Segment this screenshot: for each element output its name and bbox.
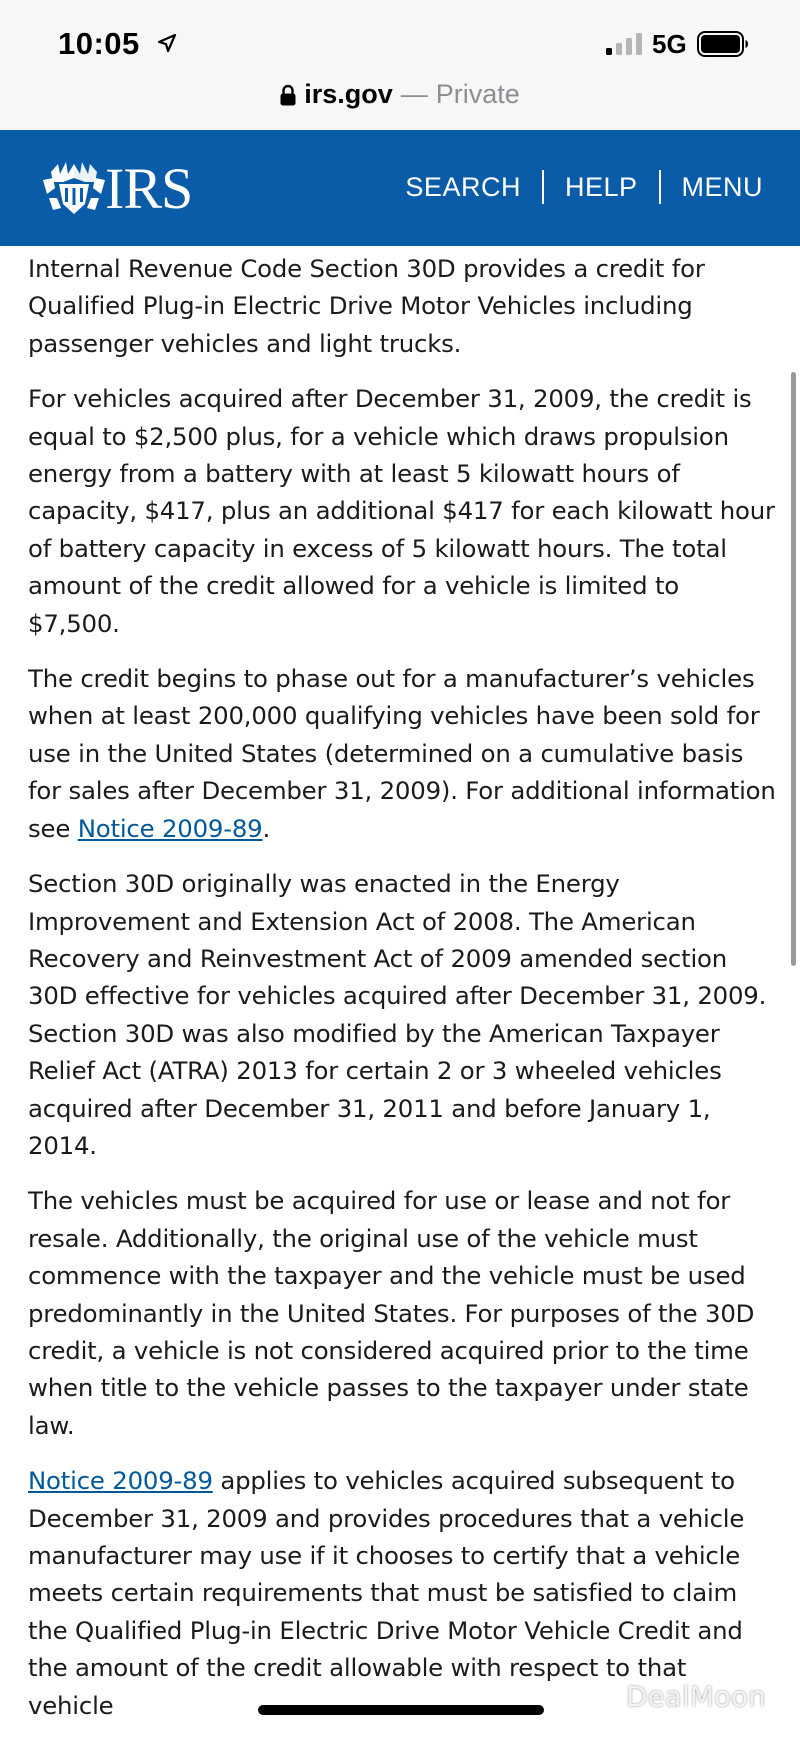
article-body bbox=[28, 250, 776, 1742]
irs-logo-text: IRS bbox=[105, 156, 193, 221]
phase-out-text: The credit begins to phase out for a manufacturer’s vehicles when at least 200,000 qualifying vehicles have been sold for use in the United States (determined on a cumulative basis for sales after December 31, 2009). For additional information see bbox=[28, 664, 776, 843]
home-indicator[interactable] bbox=[258, 1705, 544, 1715]
site-header bbox=[0, 130, 800, 246]
status-bar bbox=[0, 0, 800, 82]
url-bar[interactable] bbox=[0, 76, 800, 130]
nav-divider bbox=[542, 170, 544, 204]
watermark bbox=[590, 1680, 766, 1713]
help-link[interactable]: HELP bbox=[564, 171, 638, 202]
watermark-text: DealMoon bbox=[626, 1680, 766, 1713]
paragraph-acquisition: The vehicles must be acquired for use or lease and not for resale. Additionally, the original use of the vehicle must commence with the taxpayer and the vehicle must be used predominantly in the United States. For purposes of the 30D credit, a vehicle is not considered acquired prior to the time when title to the vehicle passes to the taxpayer under state law. bbox=[28, 1186, 755, 1440]
scrollbar[interactable] bbox=[791, 372, 796, 966]
paragraph-intro: Internal Revenue Code Section 30D provides a credit for Qualified Plug-in Electric Drive Motor Vehicles including passenger vehicles and light trucks. bbox=[28, 254, 705, 358]
location-arrow-icon bbox=[157, 33, 177, 53]
notice-2009-89-link[interactable]: Notice 2009-89 bbox=[28, 1466, 213, 1496]
header-nav bbox=[405, 170, 763, 204]
url-domain: irs.gov bbox=[304, 79, 393, 109]
private-mode-label: Private bbox=[435, 79, 520, 109]
notice-text: applies to vehicles acquired subsequent to December 31, 2009 and provides procedures that a vehicle manufacturer may use if it chooses to certify that a vehicle meets certain requirements that must be satisfied to claim the Qualified Plug-in Electric Drive Motor Vehicle Credit and the amount of the credit allowable with respect to that vehicle bbox=[28, 1466, 745, 1720]
phase-out-end: . bbox=[262, 813, 271, 843]
paragraph-credit-amount: For vehicles acquired after December 31, 2009, the credit is equal to $2,500 plus, for a vehicle which draws propulsion energy from a battery with at least 5 kilowatt hours of capacity, $417, plus an additional $417 for each kilowatt hour of battery capacity in excess of 5 kilowatt hours. The total amount of the credit allowed for a vehicle is limited to $7,500. bbox=[28, 384, 775, 638]
irs-eagle-icon bbox=[43, 158, 105, 218]
lock-icon bbox=[280, 84, 296, 106]
battery-icon bbox=[697, 31, 749, 57]
irs-logo[interactable] bbox=[43, 156, 203, 221]
paragraph-history: Section 30D originally was enacted in the Energy Improvement and Extension Act of 2008. The American Recovery and Reinvestment Act of 2009 amended section 30D effective for vehicles acquired after December 31, 2009. Section 30D was also modified by the American Taxpayer Relief Act (ATRA) 2013 for certain 2 or 3 wheeled vehicles acquired after December 31, 2011 and before January 1, 2014. bbox=[28, 869, 767, 1160]
menu-link[interactable]: MENU bbox=[681, 171, 763, 202]
status-time: 10:05 bbox=[58, 26, 140, 61]
cellular-signal-icon bbox=[606, 33, 644, 55]
search-link[interactable]: SEARCH bbox=[405, 171, 521, 202]
paragraph-phase-out bbox=[28, 660, 776, 847]
nav-divider bbox=[659, 170, 661, 204]
network-type: 5G bbox=[652, 29, 687, 59]
url-separator: — bbox=[400, 79, 428, 109]
notice-2009-89-link[interactable]: Notice 2009-89 bbox=[77, 813, 263, 843]
dealmoon-logo-icon bbox=[590, 1682, 620, 1712]
